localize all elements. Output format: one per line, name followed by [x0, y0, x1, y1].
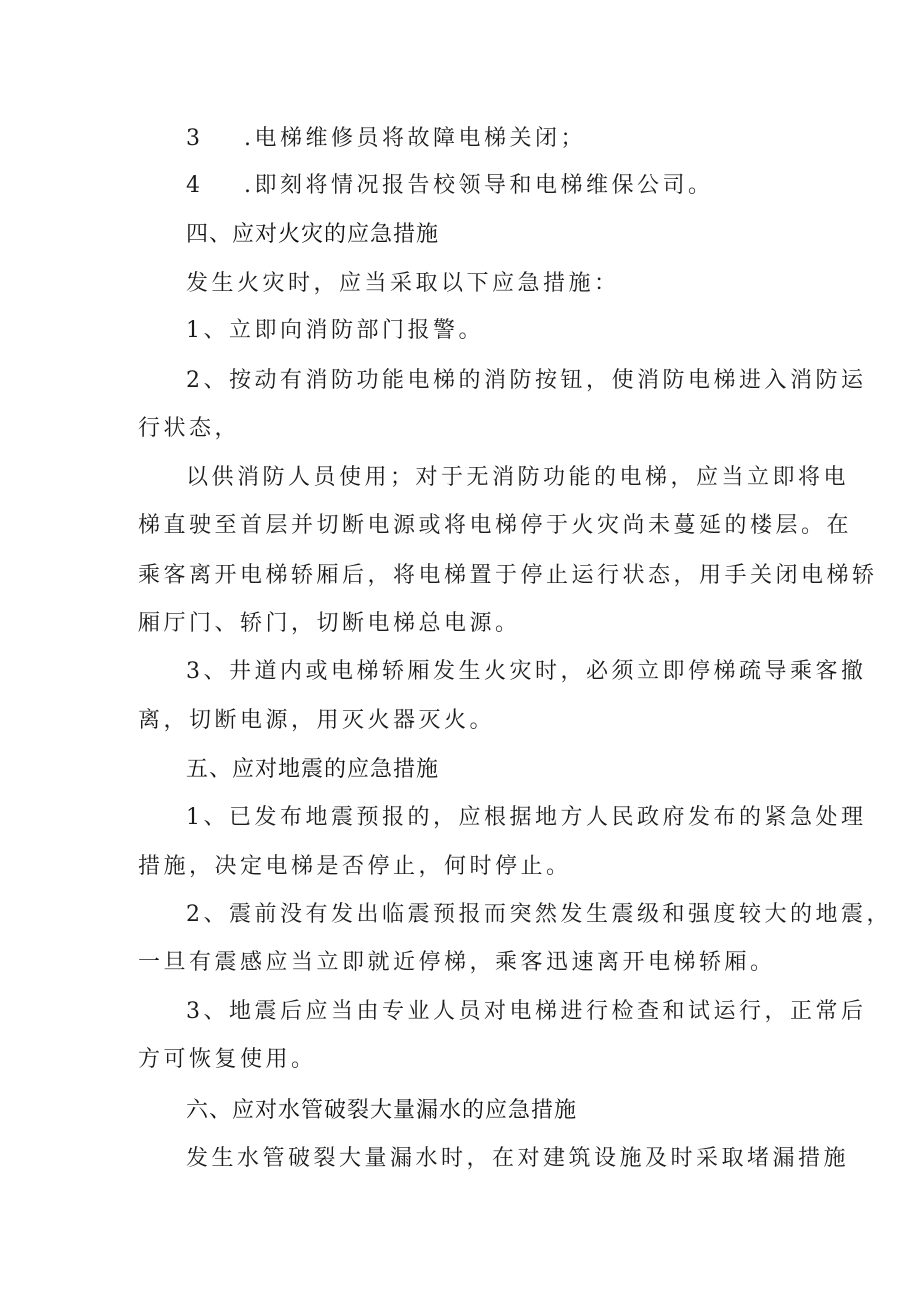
earthquake-item-2-line-1: 2、震前没有发出临震预报而突然发生震级和强度较大的地震，	[186, 902, 892, 927]
earthquake-item-1-line-2: 措施，决定电梯是否停止，何时停止。	[138, 854, 572, 879]
section-earthquake-heading: 五、应对地震的应急措施	[186, 757, 440, 782]
list-item-4-text: .即刻将情况报告校领导和电梯维保公司。	[244, 173, 714, 198]
fire-item-3-line-1: 3、井道内或电梯轿厢发生火灾时，必须立即停梯疏导乘客撤	[186, 659, 867, 684]
list-item-4-number: 4	[186, 173, 204, 198]
fire-item-3-line-2: 离，切断电源，用灭火器灭火。	[138, 708, 496, 733]
fire-intro: 发生火灾时，应当采取以下应急措施：	[186, 271, 620, 296]
fire-item-2b-line-4: 厢厅门、轿门，切断电梯总电源。	[138, 611, 521, 636]
fire-item-2-line-2: 行状态，	[138, 416, 241, 441]
earthquake-item-3-line-2: 方可恢复使用。	[138, 1047, 317, 1072]
water-intro-line-1: 发生水管破裂大量漏水时，在对建筑设施及时采取堵漏措施	[186, 1146, 850, 1171]
fire-item-2b-line-2: 梯直驶至首层并切断电源或将电梯停于火灾尚未蔓延的楼层。在	[138, 513, 853, 538]
earthquake-item-3-line-1: 3、地震后应当由专业人员对电梯进行检查和试运行，正常后	[186, 999, 867, 1024]
earthquake-item-2-line-2: 一旦有震感应当立即就近停梯，乘客迅速离开电梯轿厢。	[138, 950, 776, 975]
list-item-3-text: .电梯维修员将故障电梯关闭；	[244, 126, 586, 151]
list-item-3	[186, 124, 586, 154]
fire-item-2b-line-1: 以供消防人员使用；对于无消防功能的电梯，应当立即将电	[186, 465, 850, 490]
fire-item-2b-line-3: 乘客离开电梯轿厢后，将电梯置于停止运行状态，用手关闭电梯轿	[138, 563, 878, 588]
section-water-heading: 六、应对水管破裂大量漏水的应急措施	[186, 1098, 578, 1123]
earthquake-item-1-line-1: 1、已发布地震预报的，应根据地方人民政府发布的紧急处理	[186, 805, 867, 830]
fire-item-2-line-1: 2、按动有消防功能电梯的消防按钮，使消防电梯进入消防运	[186, 368, 867, 393]
list-item-4	[186, 171, 714, 201]
list-item-3-number: 3	[186, 126, 204, 151]
section-fire-heading: 四、应对火灾的应急措施	[186, 222, 440, 247]
fire-item-1: 1、立即向消防部门报警。	[186, 318, 484, 343]
